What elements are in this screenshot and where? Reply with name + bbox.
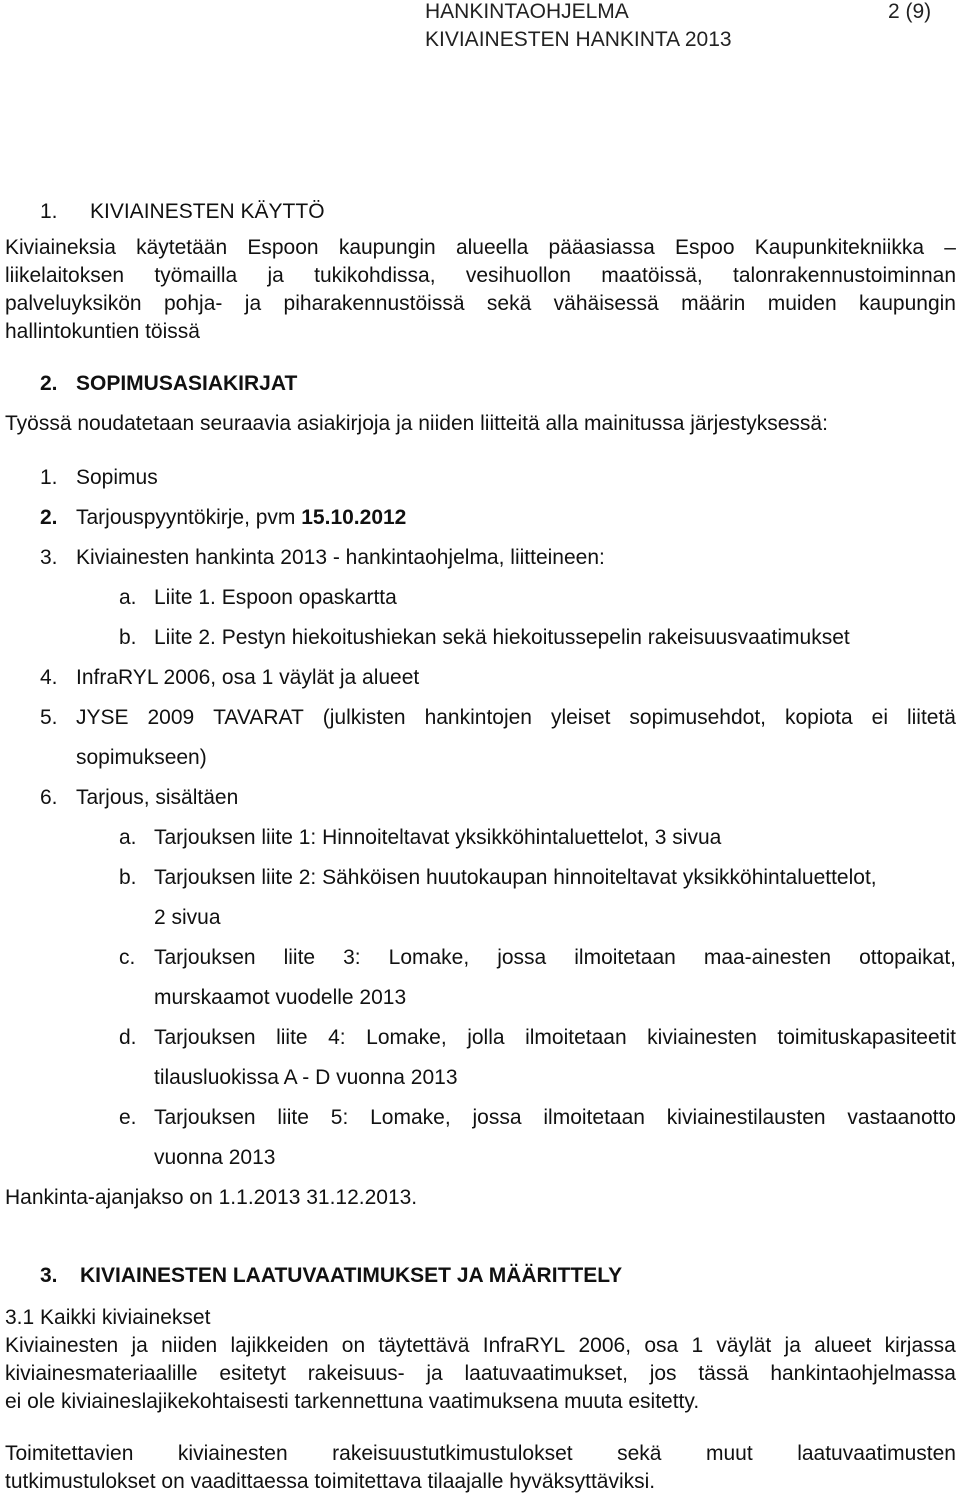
word: väylät — [716, 1334, 772, 1357]
word: sekä — [486, 292, 532, 315]
list-item-text — [76, 706, 956, 730]
section-heading: KIVIAINESTEN KÄYTTÖ — [90, 200, 325, 223]
word: JYSE — [76, 706, 129, 729]
word: laatuvaatimukset, — [464, 1362, 628, 1385]
word: ja — [426, 1362, 443, 1385]
word: ja — [131, 1334, 148, 1357]
paragraph-line: hallintokuntien töissä — [5, 320, 200, 343]
word: vähäisessä — [553, 292, 659, 315]
list-item-number: 4. — [40, 666, 58, 689]
word: ilmoitetaan — [543, 1106, 645, 1129]
word: rakeisuustutkimustulokset — [332, 1442, 573, 1465]
intro-text: Työssä noudatetaan seuraavia asiakirjoja ja niiden liitteitä alla mainitussa järjestyksessä: — [5, 412, 828, 435]
word: 2009 — [147, 706, 195, 729]
word: yleiset — [550, 706, 611, 729]
word: jolla — [467, 1026, 505, 1049]
word: tässä — [698, 1362, 749, 1385]
list-item-text — [154, 1106, 956, 1130]
word: alueella — [455, 236, 529, 259]
word: liitetä — [906, 706, 956, 729]
word: 5: — [330, 1106, 349, 1129]
word: käytetään — [136, 236, 228, 259]
list-item-continuation: murskaamot vuodelle 2013 — [154, 986, 407, 1009]
paragraph-line: tutkimustulokset on vaadittaessa toimitettava tilaajalle hyväksyttäviksi. — [5, 1470, 656, 1493]
section-heading: KIVIAINESTEN LAATUVAATIMUKSET JA MÄÄRITTELY — [80, 1264, 623, 1287]
section-number: 1. — [40, 200, 58, 223]
paragraph-line — [5, 292, 956, 316]
date-value: 15.10.2012 — [301, 506, 407, 529]
word: tukikohdissa, — [314, 264, 436, 287]
word: 3: — [343, 946, 361, 969]
list-item-text: Tarjouksen liite 2: Sähköisen huutokaupan hinnoiteltavat yksikköhintaluettelot, — [154, 866, 877, 889]
list-item-number: 1. — [40, 466, 58, 489]
word: (julkisten — [322, 706, 406, 729]
word: Tarjouksen — [154, 1106, 256, 1129]
section-number: 2. — [40, 372, 58, 395]
list-item-number: 3. — [40, 546, 58, 569]
list-item-number: a. — [119, 586, 137, 609]
list-item-number: d. — [119, 1026, 137, 1049]
word: liite — [283, 946, 316, 969]
word: kirjassa — [884, 1334, 956, 1357]
word: osa — [644, 1334, 679, 1357]
list-item-text: Liite 2. Pestyn hiekoitushiekan sekä hiekoitussepelin rakeisuusvaatimukset — [154, 626, 850, 649]
word: Tarjouksen — [154, 946, 256, 969]
list-item-text: InfraRYL 2006, osa 1 väylät ja alueet — [76, 666, 420, 689]
word: liite — [276, 1026, 308, 1049]
word: Kiviaineksia — [5, 236, 116, 259]
section-heading: SOPIMUSASIAKIRJAT — [76, 372, 298, 395]
paragraph-line — [5, 1334, 956, 1358]
word: Lomake, — [388, 946, 470, 969]
list-item-number: b. — [119, 866, 137, 889]
list-item-number: 5. — [40, 706, 58, 729]
list-item-number: 2. — [40, 506, 58, 529]
list-item-text: Tarjouksen liite 1: Hinnoiteltavat yksikköhintaluettelot, 3 sivua — [154, 826, 722, 849]
word: laatuvaatimusten — [797, 1442, 956, 1465]
word: toimituskapasiteetit — [777, 1026, 956, 1049]
page-number: 2 (9) — [888, 0, 932, 23]
word: kaupungin — [859, 292, 956, 315]
word: muut — [705, 1442, 753, 1465]
word: Tarjouksen — [154, 1026, 256, 1049]
word: ilmoitetaan — [525, 1026, 627, 1049]
word: maatöissä, — [601, 264, 703, 287]
word: ottopaikat, — [859, 946, 956, 969]
procurement-period: Hankinta-ajanjakso on 1.1.2013 31.12.2013. — [5, 1186, 418, 1209]
word: kopiota — [784, 706, 853, 729]
header-title: HANKINTAOHJELMA — [425, 0, 629, 23]
word: sopimusehdot, — [629, 706, 767, 729]
list-item-text: Liite 1. Espoon opaskartta — [154, 586, 397, 609]
list-item-number: c. — [119, 946, 136, 969]
paragraph-line — [5, 236, 956, 260]
word: kaupungin — [338, 236, 436, 259]
paragraph-line — [5, 1362, 956, 1386]
list-item-continuation: 2 sivua — [154, 906, 221, 929]
word: Lomake, — [370, 1106, 451, 1129]
word: ei — [871, 706, 888, 729]
word: 1 — [691, 1334, 704, 1357]
word: täytettävä — [378, 1334, 470, 1357]
word: kiviainesmateriaalille — [5, 1362, 198, 1385]
word: – — [944, 236, 956, 259]
word: lajikkeiden — [230, 1334, 329, 1357]
header-subtitle: KIVIAINESTEN HANKINTA 2013 — [425, 28, 732, 51]
word: 2006, — [578, 1334, 632, 1357]
list-item-continuation: sopimukseen) — [76, 746, 207, 769]
word: jossa — [472, 1106, 522, 1129]
word: piharakennustöissä — [283, 292, 465, 315]
word: liite — [277, 1106, 309, 1129]
list-item-text: Tarjous, sisältäen — [76, 786, 239, 809]
word: työmailla — [154, 264, 238, 287]
paragraph-line: ei ole kiviaineslajikekohtaisesti tarkennettuna vaatimuksena muuta esitetty. — [5, 1390, 700, 1413]
word: sekä — [617, 1442, 662, 1465]
word: ilmoitetaan — [574, 946, 676, 969]
list-item-continuation: vuonna 2013 — [154, 1146, 276, 1169]
word: TAVARAT — [213, 706, 304, 729]
word: Kiviainesten — [5, 1334, 119, 1357]
word: vesihuollon — [465, 264, 571, 287]
paragraph-line — [5, 264, 956, 288]
word: jossa — [497, 946, 547, 969]
list-item-number: a. — [119, 826, 137, 849]
list-item-text — [154, 1026, 956, 1050]
word: hankintaohjelmassa — [770, 1362, 956, 1385]
word: ja — [267, 264, 284, 287]
word: Espoon — [247, 236, 319, 259]
list-item-number: 6. — [40, 786, 58, 809]
word: Kaupunkitekniikka — [754, 236, 925, 259]
word: rakeisuus- — [307, 1362, 405, 1385]
word: ja — [784, 1334, 801, 1357]
word: määrin — [681, 292, 746, 315]
word: vastaanotto — [847, 1106, 956, 1129]
word: 4: — [328, 1026, 346, 1049]
list-item-text — [154, 946, 956, 970]
word: kiviainesten — [177, 1442, 288, 1465]
word: hankintojen — [424, 706, 532, 729]
word: InfraRYL — [482, 1334, 566, 1357]
word: esitetyt — [219, 1362, 286, 1385]
word: on — [341, 1334, 366, 1357]
word: Espoo — [675, 236, 735, 259]
list-item-text: Sopimus — [76, 466, 158, 489]
word: pohja- — [163, 292, 223, 315]
word: muiden — [767, 292, 837, 315]
word: Toimitettavien — [5, 1442, 134, 1465]
list-item-number: b. — [119, 626, 137, 649]
subsection-heading: 3.1 Kaikki kiviainekset — [5, 1306, 211, 1329]
word: talonrakennustoiminnan — [733, 264, 956, 287]
word: niiden — [161, 1334, 218, 1357]
word: palveluyksikön — [5, 292, 142, 315]
word: alueet — [814, 1334, 872, 1357]
word: liikelaitoksen — [5, 264, 125, 287]
list-item-number: e. — [119, 1106, 137, 1129]
list-item-continuation: tilausluokissa A - D vuonna 2013 — [154, 1066, 458, 1089]
word: Lomake, — [366, 1026, 447, 1049]
section-number: 3. — [40, 1264, 58, 1287]
word: maa-ainesten — [703, 946, 832, 969]
list-item-text: Kiviainesten hankinta 2013 - hankintaohjelma, liitteineen: — [76, 546, 605, 569]
paragraph-line — [5, 1442, 956, 1466]
word: kiviainestilausten — [666, 1106, 826, 1129]
word: pääasiassa — [548, 236, 655, 259]
word: jos — [649, 1362, 677, 1385]
word: ja — [244, 292, 262, 315]
word: kiviainesten — [647, 1026, 757, 1049]
list-item-text: Tarjouspyyntökirje, pvm 15.10.2012 — [76, 506, 407, 529]
